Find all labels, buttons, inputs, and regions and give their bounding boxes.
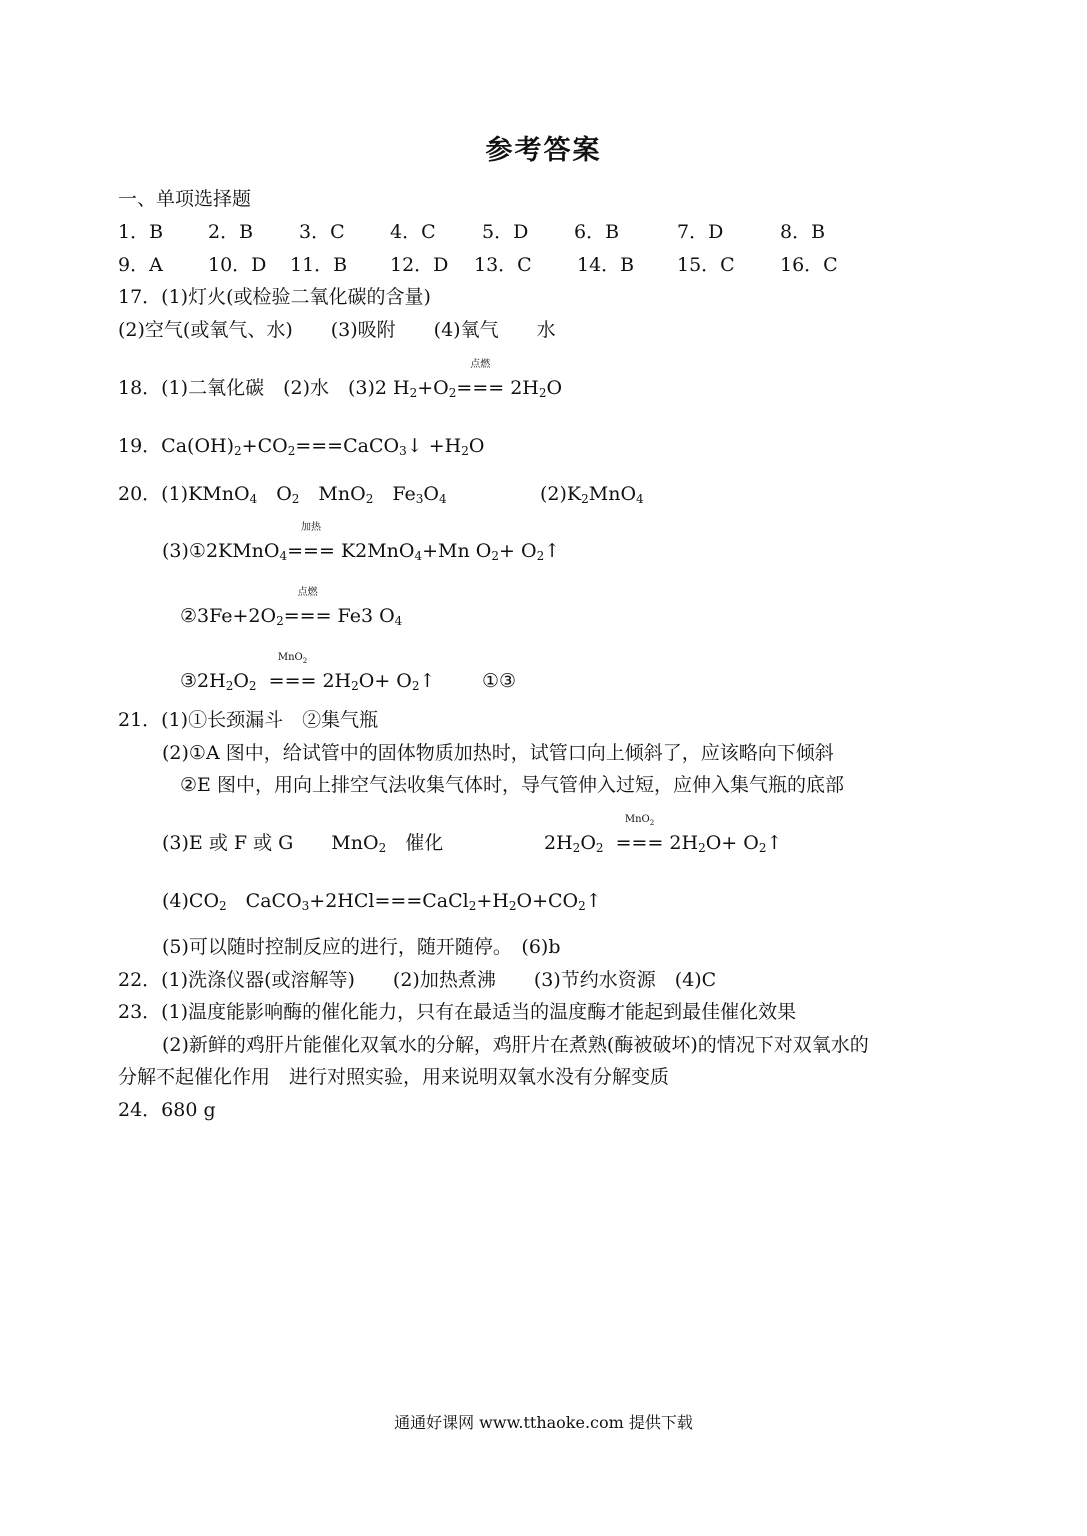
q20-part2: $(2)K_2MnO_4$ — [540, 483, 644, 506]
mc-answer-7: 7．D — [677, 221, 724, 243]
page-footer: 通通好课网 www.tthaoke.com 提供下载 — [394, 1413, 693, 1432]
q20-part1: 20．(1)KMnO$_4$ $O_2$ MnO$_2$ $Fe_3O_4$ — [118, 483, 447, 506]
q21-part4: $(4)CO_2$ $CaCO_3+2HCl===CaCl_2+H_2O+CO_2↑$ — [162, 890, 602, 913]
q20-eq2: $②3Fe+2O_2$ 点燃 === Fe3 $O_4$ — [180, 587, 403, 628]
mc-answer-11: 11．B — [290, 254, 348, 276]
mc-answer-13: 13．C — [474, 254, 532, 276]
mc-answer-8: 8．B — [780, 221, 826, 243]
q23-part2-cont: 分解不起催化作用 进行对照实验，用来说明双氧水没有分解变质 — [118, 1066, 670, 1088]
mc-answer-15: 15．C — [677, 254, 735, 276]
mc-answer-2: 2．B — [208, 221, 254, 243]
mc-answer-4: 4．C — [390, 221, 436, 243]
reaction-condition: MnO$_2$ === — [268, 652, 317, 692]
q19-answer: 19．$Ca(OH)_2+CO_2===CaCO_3↓ +H_2O$ — [118, 435, 485, 458]
mc-answer-5: 5．D — [482, 221, 529, 243]
page-title: 参考答案 — [485, 135, 602, 166]
mc-answer-6: 6．B — [574, 221, 620, 243]
mc-answer-14: 14．B — [577, 254, 635, 276]
q21-part2b: ②E 图中，用向上排空气法收集气体时，导气管伸入过短，应伸入集气瓶的底部 — [180, 774, 844, 796]
mc-answer-3: 3．C — [299, 221, 345, 243]
mc-answer-12: 12．D — [390, 254, 449, 276]
q21-part3: (3)E 或 F 或 G MnO$_2$ 催化 — [162, 832, 444, 855]
q23-part1: 23．(1)温度能影响酶的催化能力，只有在最适当的温度酶才能起到最佳催化效果 — [118, 1001, 797, 1023]
q22-answer: 22．(1)洗涤仪器(或溶解等) (2)加热煮沸 (3)节约水资源 (4)C — [118, 969, 717, 991]
q20-eq3: $③2H_2O_2$ MnO$_2$ === $2H_2O+$ $O_2↑$ — [180, 652, 436, 693]
q24-answer: 24．680 g — [118, 1099, 216, 1121]
reaction-condition: 点燃 === — [283, 587, 332, 627]
q21-part2a: (2)①A 图中，给试管中的固体物质加热时，试管口向上倾斜了，应该略向下倾斜 — [162, 742, 834, 764]
q20-eq3-answer: ①③ — [482, 670, 517, 692]
mc-answer-9: 9．A — [118, 254, 163, 276]
reaction-condition: 加热 === — [287, 522, 335, 562]
mc-answer-10: 10．D — [208, 254, 267, 276]
q17-part2: (2)空气(或氧气、水) (3)吸附 (4)氧气 水 — [118, 319, 556, 341]
section-heading: 一、单项选择题 — [118, 188, 252, 210]
q18-answer: 18．(1)二氧化碳 (2)水 (3)2 $H_2+O_2$ 点燃 === $2H_2O$ — [118, 359, 563, 400]
mc-answer-16: 16．C — [780, 254, 838, 276]
mc-answer-1: 1．B — [118, 221, 164, 243]
q21-part3-eq: $2H_2O_2$ MnO$_2$ === $2H_2O+$ $O_2↑$ — [544, 814, 783, 855]
q23-part2: (2)新鲜的鸡肝片能催化双氧水的分解，鸡肝片在煮熟(酶被破坏)的情况下对双氧水的 — [162, 1034, 869, 1056]
q17-part1: 17．(1)灯火(或检验二氧化碳的含量) — [118, 286, 431, 308]
q21-part1: 21．(1)①长颈漏斗 ②集气瓶 — [118, 709, 379, 731]
reaction-condition: 点燃 === — [456, 359, 505, 399]
reaction-condition: MnO$_2$ === — [615, 814, 664, 854]
q20-eq1: (3)①2KMnO$_4$ 加热 === K2MnO$_4$+Mn $O_2+$ $O_2↑$ — [162, 522, 561, 563]
q21-part5: (5)可以随时控制反应的进行，随开随停。 (6)b — [162, 936, 561, 958]
